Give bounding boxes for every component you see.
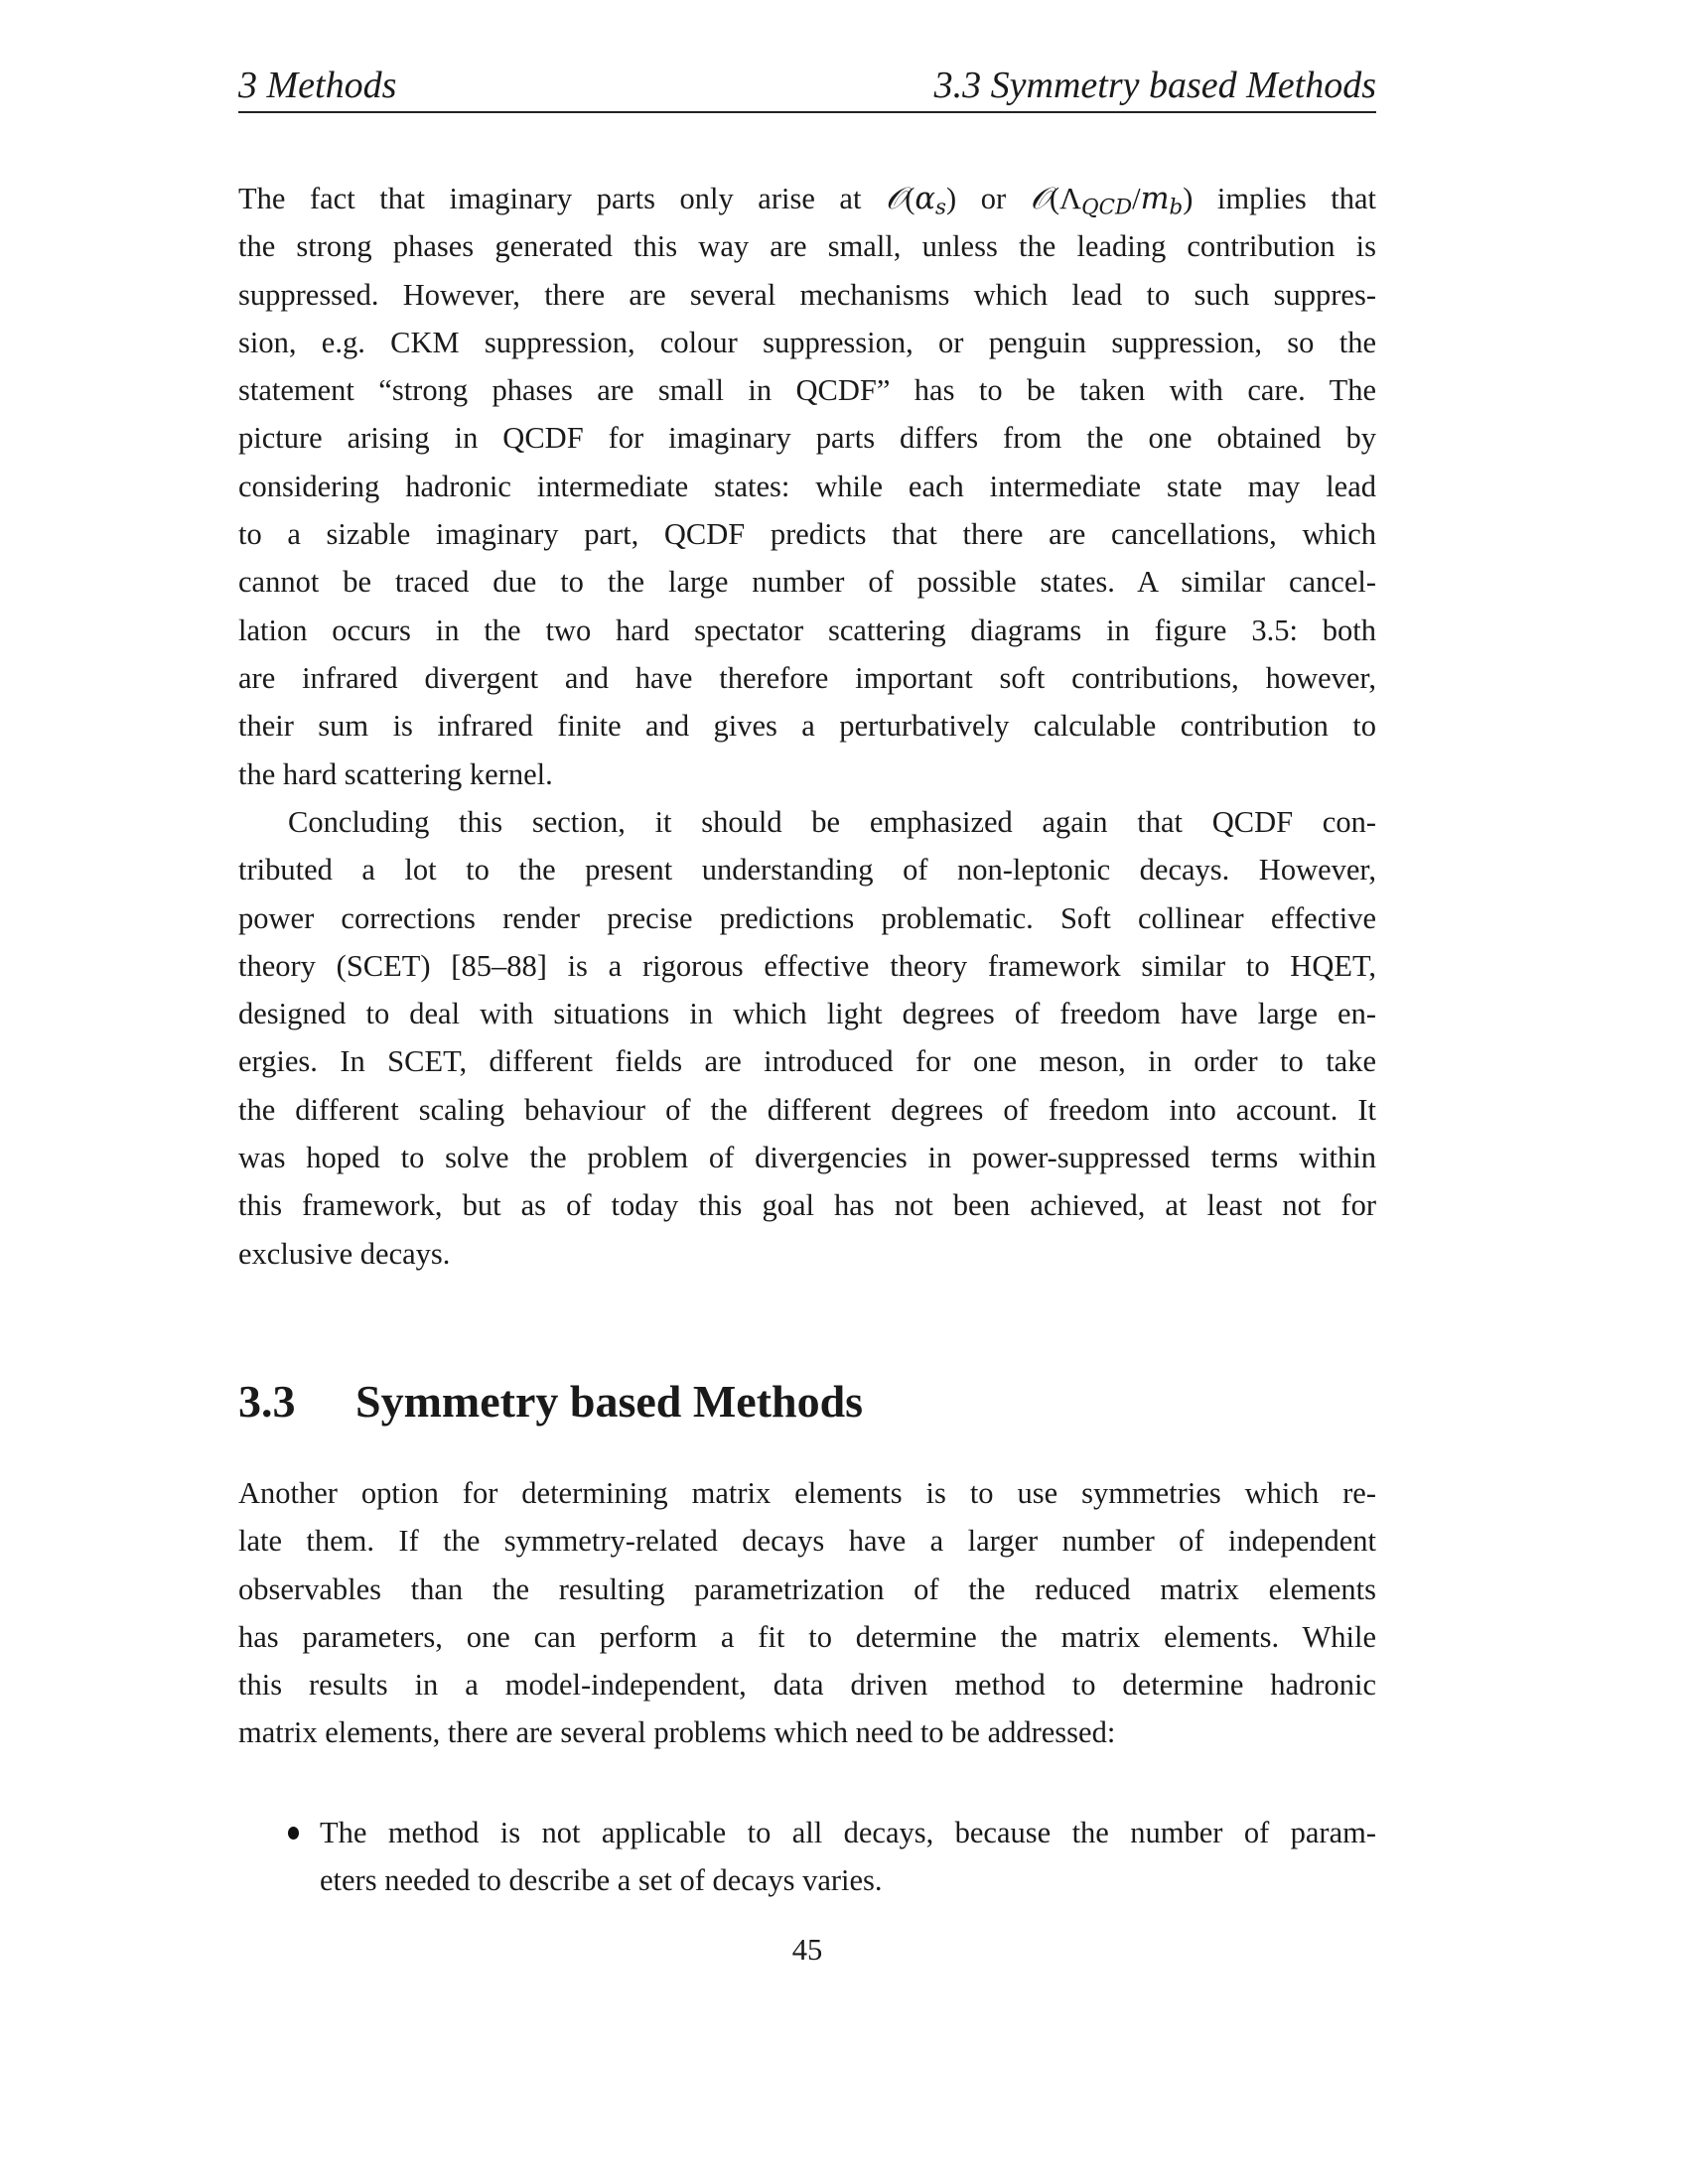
text-line: the hard scattering kernel. bbox=[238, 756, 553, 791]
text-line: this framework, but as of today this goal has not been achieved, at least not for bbox=[238, 1188, 1376, 1223]
big-o-symbol: 𝒪 bbox=[1030, 182, 1050, 216]
big-o-symbol: 𝒪 bbox=[886, 182, 906, 216]
text-line: to a sizable imaginary part, QCDF predicts that there are cancellations, which bbox=[238, 517, 1376, 552]
text-line: picture arising in QCDF for imaginary parts differs from the one obtained by bbox=[238, 421, 1376, 456]
text-line: was hoped to solve the problem of divergencies in power-suppressed terms within bbox=[238, 1141, 1376, 1175]
text-line: statement “strong phases are small in QCDF” has to be taken with care. The bbox=[238, 373, 1376, 408]
text-line: tributed a lot to the present understanding of non-leptonic decays. However, bbox=[238, 853, 1376, 887]
text-line: considering hadronic intermediate states: while each intermediate state may lead bbox=[238, 469, 1376, 503]
text-line: cannot be traced due to the large number of possible states. A similar cancel- bbox=[238, 565, 1376, 600]
text-line: ergies. In SCET, different fields are introduced for one meson, in order to take bbox=[238, 1044, 1376, 1079]
text-line: eters needed to describe a set of decays varies. bbox=[320, 1863, 883, 1898]
list-item bbox=[288, 1809, 1376, 1905]
bullet-list bbox=[288, 1809, 1376, 1905]
text-line: matrix elements, there are several problems which need to be addressed: bbox=[238, 1715, 1116, 1750]
text-line: Another option for determining matrix elements is to use symmetries which re- bbox=[238, 1476, 1376, 1510]
text-line: are infrared divergent and have therefore important soft contributions, however, bbox=[238, 660, 1376, 695]
section-title: Symmetry based Methods bbox=[355, 1376, 864, 1427]
header-chapter: 3 Methods bbox=[238, 65, 397, 106]
text-line: late them. If the symmetry-related decays have a larger number of independent bbox=[238, 1524, 1376, 1559]
text-line: The method is not applicable to all decays, because the number of param- bbox=[320, 1816, 1376, 1849]
text-line: the strong phases generated this way are small, unless the leading contribution is bbox=[238, 229, 1376, 264]
header-section: 3.3 Symmetry based Methods bbox=[933, 65, 1376, 106]
text-line: lation occurs in the two hard spectator scattering diagrams in figure 3.5: both bbox=[238, 613, 1376, 647]
text-line: sion, e.g. CKM suppression, colour suppression, or penguin suppression, so the bbox=[238, 325, 1376, 359]
text-line: theory (SCET) [85–88] is a rigorous effective theory framework similar to HQET, bbox=[238, 948, 1376, 983]
text-line: suppressed. However, there are several mechanisms which lead to such suppres- bbox=[238, 277, 1376, 312]
text-line: has parameters, one can perform a fit to determine the matrix elements. While bbox=[238, 1619, 1376, 1654]
running-header bbox=[238, 62, 1376, 113]
text-line: the different scaling behaviour of the different degrees of freedom into account. It bbox=[238, 1092, 1376, 1127]
section-heading bbox=[238, 1375, 863, 1428]
paragraph-qcdf-conclusion bbox=[238, 798, 1376, 1278]
text-line: power corrections render precise predictions problematic. Soft collinear effective bbox=[238, 900, 1376, 935]
paragraph-symmetry-intro bbox=[238, 1469, 1376, 1757]
paragraph-strong-phases bbox=[238, 175, 1376, 798]
bullet-icon bbox=[288, 1827, 299, 1840]
section-number: 3.3 bbox=[238, 1376, 296, 1427]
text-line: exclusive decays. bbox=[238, 1236, 451, 1271]
text-line: The fact that imaginary parts only arise at $𝒪(\alpha_s)$ or $𝒪(\Lambda_{QCD}/m_b)$ implies that bbox=[238, 182, 1376, 220]
text-line: designed to deal with situations in which light degrees of freedom have large en- bbox=[238, 997, 1376, 1031]
text-line: Concluding this section, it should be emphasized again that QCDF con- bbox=[288, 805, 1376, 839]
text-line: this results in a model-independent, data driven method to determine hadronic bbox=[238, 1668, 1376, 1703]
text-line: observables than the resulting parametrization of the reduced matrix elements bbox=[238, 1571, 1376, 1606]
page-number: 45 bbox=[791, 1933, 823, 1967]
text-line: their sum is infrared finite and gives a perturbatively calculable contribution to bbox=[238, 709, 1376, 744]
